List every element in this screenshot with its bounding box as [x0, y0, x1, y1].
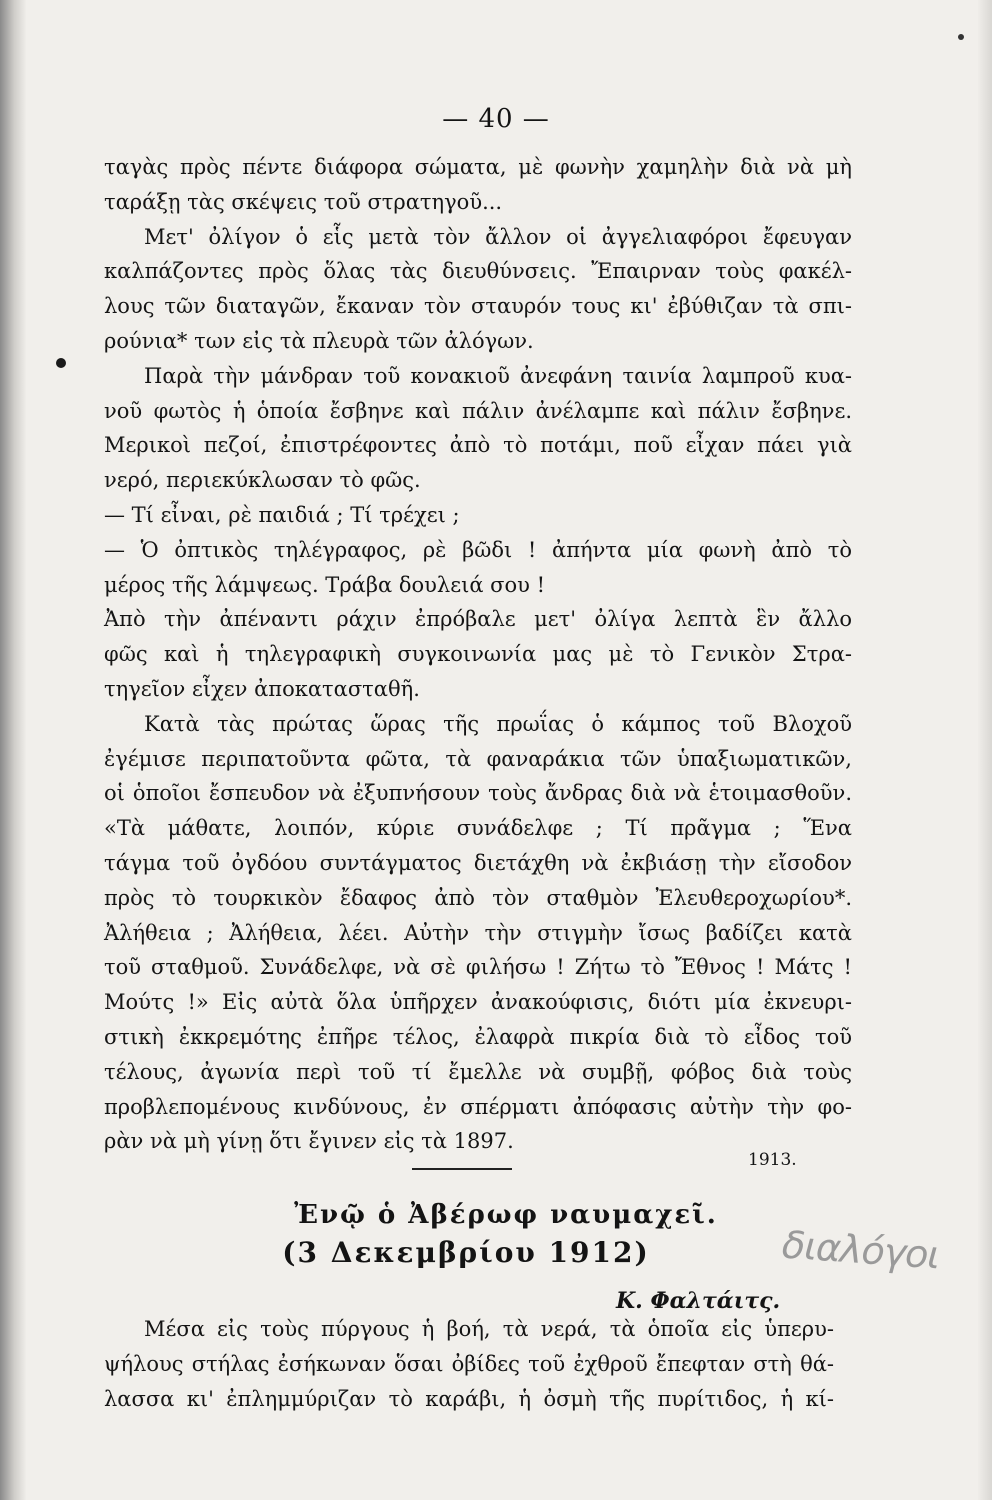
text-line: Ἀλήθεια ; Ἀλήθεια, λέει. Αὐτὴν τὴν στιγμὴν ἴσως βαδίζει κατὰ	[104, 920, 852, 945]
text-line: ρούνια* των εἰς τὰ πλευρὰ τῶν ἀλόγων.	[104, 328, 534, 353]
scan-speck	[958, 34, 964, 40]
text-line: Παρὰ τὴν μάνδραν τοῦ κονακιοῦ ἀνεφάνη ταινία λαμπροῦ κυα-	[144, 363, 852, 388]
text-line: λασσα κι' ἐπλημμύριζαν τὸ καράβι, ἡ ὀσμὴ τῆς πυρίτιδος, ἡ κί-	[104, 1387, 834, 1411]
text-line: Μετ' ὀλίγον ὁ εἷς μετὰ τὸν ἄλλον οἱ ἀγγελιαφόροι ἔφευγαν	[144, 224, 852, 249]
date-signature: 1913.	[748, 1150, 797, 1170]
text-line: ψήλους στήλας ἐσήκωναν ὅσαι ὀβίδες τοῦ ἐχθροῦ ἔπεφταν στὴ θά-	[104, 1352, 834, 1376]
page-number: — 40 —	[442, 104, 550, 134]
text-line: λους τῶν διαταγῶν, ἔκαναν τὸν σταυρόν τους κι' ἐβύθιζαν τὰ σπι-	[104, 294, 852, 319]
text-line: καλπάζοντες πρὸς ὅλας τὰς διευθύνσεις. Ἔπαιρναν τοὺς φακέλ-	[104, 259, 852, 284]
text-line: τοῦ σταθμοῦ. Συνάδελφε, νὰ σὲ φιλήσω ! Ζήτω τὸ Ἔθνος ! Μάτς !	[104, 955, 852, 980]
body-text	[104, 150, 852, 1159]
margin-bullet-mark	[56, 358, 66, 368]
text-line: Μέσα εἰς τοὺς πύργους ἡ βοή, τὰ νερά, τὰ ὁποῖα εἰς ὑπερυ-	[144, 1317, 834, 1341]
text-line: Ἀπὸ τὴν ἀπέναντι ράχιν ἐπρόβαλε μετ' ὀλίγα λεπτὰ ἓν ἄλλο	[104, 607, 852, 632]
dialogue-line: — Τί εἶναι, ρὲ παιδιά ; Τί τρέχει ;	[104, 502, 460, 527]
section-title: Ἐνῷ ὁ Ἀβέρωφ ναυμαχεῖ.	[294, 1200, 718, 1230]
text-line: νερό, περιεκύκλωσαν τὸ φῶς.	[104, 468, 421, 493]
author-name: Κ. Φαλτάιτς.	[616, 1288, 781, 1314]
dialogue-line: — Ὁ ὀπτικὸς τηλέγραφος, ρὲ βῶδι ! ἀπήντα μία φωνὴ ἀπὸ τὸ	[104, 537, 852, 562]
text-line: προβλεπομένους κινδύνους, ἐν σπέρματι ἀπόφασις αὐτὴν τὴν φο-	[104, 1094, 852, 1119]
text-line: νοῦ φωτὸς ἡ ὁποία ἔσβηνε καὶ πάλιν ἀνέλαμπε καὶ πάλιν ἔσβηνε.	[104, 398, 852, 423]
text-line: Μούτς !» Εἰς αὐτὰ ὅλα ὑπῆρχεν ἀνακούφισις, διότι μία ἐκνευρι-	[104, 990, 852, 1015]
text-line: ἐγέμισε περιπατοῦντα φῶτα, τὰ φαναράκια τῶν ὑπαξιωματικῶν,	[104, 746, 852, 771]
text-line: ταράξῃ τὰς σκέψεις τοῦ στρατηγοῦ...	[104, 189, 503, 214]
text-line: τέλους, ἀγωνία περὶ τοῦ τί ἔμελλε νὰ συμβῇ, φόβος διὰ τοὺς	[104, 1059, 852, 1084]
handwritten-margin-note: διαλόγοι	[780, 1222, 941, 1278]
text-line: Κατὰ τὰς πρώτας ὥρας τῆς πρωΐας ὁ κάμπος τοῦ Βλοχοῦ	[144, 711, 852, 736]
text-line: οἱ ὁποῖοι ἔσπευδον νὰ ἐξυπνήσουν τοὺς ἄνδρας διὰ νὰ ἑτοιμασθοῦν.	[104, 781, 852, 806]
text-line: στικὴ ἐκκρεμότης ἐπῆρε τέλος, ἐλαφρὰ πικρία διὰ τὸ εἶδος τοῦ	[104, 1024, 852, 1049]
text-line: φῶς καὶ ἡ τηλεγραφικὴ συγκοινωνία μας μὲ τὸ Γενικὸν Στρα-	[104, 642, 852, 667]
text-line: πρὸς τὸ τουρκικὸν ἔδαφος ἀπὸ τὸν σταθμὸν Ἐλευθεροχωρίου*.	[104, 885, 852, 910]
section-subtitle-date: (3 Δεκεμβρίου 1912)	[282, 1236, 650, 1269]
section-divider-rule	[412, 1168, 512, 1170]
text-line: ταγὰς πρὸς πέντε διάφορα σώματα, μὲ φωνὴν χαμηλὴν διὰ νὰ μὴ	[104, 155, 852, 179]
text-line: τάγμα τοῦ ὀγδόου συντάγματος διετάχθη νὰ ἐκβιάσῃ τὴν εἴσοδον	[104, 850, 852, 875]
text-line: «Τὰ μάθατε, λοιπόν, κύριε συνάδελφε ; Τί πρᾶγμα ; Ἕνα	[104, 816, 852, 841]
text-line: τηγεῖον εἶχεν ἀποκατασταθῆ.	[104, 676, 420, 701]
text-line: Μερικοὶ πεζοί, ἐπιστρέφοντες ἀπὸ τὸ ποτάμι, ποῦ εἶχαν πάει γιὰ	[104, 433, 852, 458]
scan-page-edge-right	[978, 0, 992, 1500]
text-line: μέρος τῆς λάμψεως. Τράβα δουλειά σου !	[104, 572, 546, 597]
scan-page-edge	[0, 0, 26, 1500]
section-body-text	[104, 1312, 834, 1417]
text-line: ρὰν νὰ μὴ γίνῃ ὅτι ἔγινεν εἰς τὰ 1897.	[104, 1129, 514, 1154]
